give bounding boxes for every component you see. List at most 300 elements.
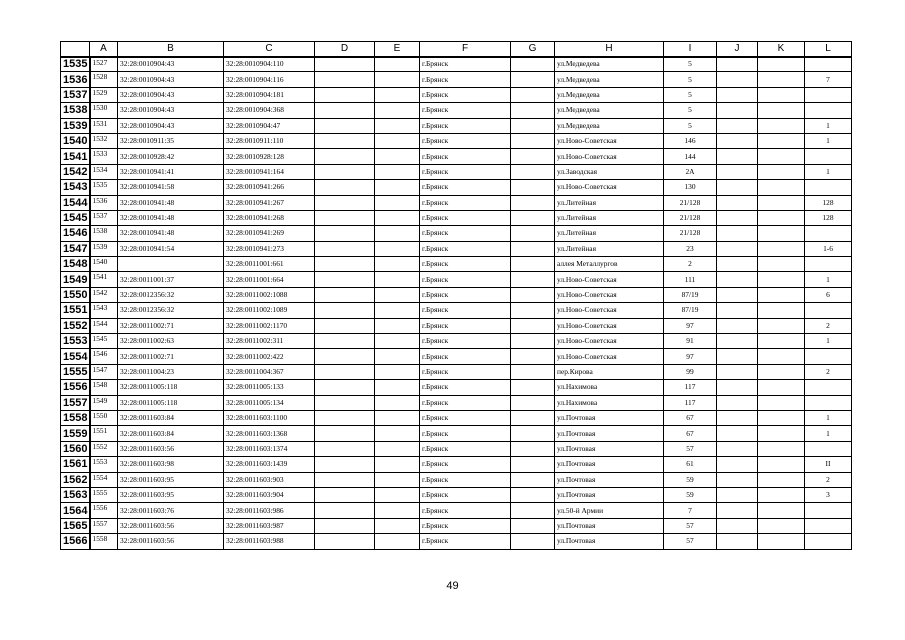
cell-l[interactable] <box>805 303 852 318</box>
row-number[interactable]: 1545 <box>61 210 90 225</box>
cell-i[interactable]: 59 <box>664 487 717 502</box>
cell-h[interactable]: ул.Почтовая <box>555 518 664 533</box>
cell-c[interactable]: 32:28:0011603:1439 <box>224 457 315 472</box>
cell-c[interactable]: 32:28:0011002:1089 <box>224 303 315 318</box>
cell-i[interactable]: 21/128 <box>664 226 717 241</box>
cell-h[interactable]: ул.Почтовая <box>555 472 664 487</box>
cell-e[interactable] <box>375 118 420 133</box>
cell-d[interactable] <box>315 241 375 256</box>
cell-f[interactable]: г.Брянск <box>420 410 511 425</box>
cell-c[interactable]: 32:28:0010941:273 <box>224 241 315 256</box>
cell-l[interactable]: 128 <box>805 195 852 210</box>
row-number[interactable]: 1553 <box>61 334 90 349</box>
cell-d[interactable] <box>315 334 375 349</box>
cell-a[interactable]: 1532 <box>90 133 118 148</box>
cell-h[interactable]: ул.Медведева <box>555 72 664 87</box>
cell-h[interactable]: ул.Литейная <box>555 195 664 210</box>
cell-i[interactable]: 67 <box>664 426 717 441</box>
cell-a[interactable]: 1533 <box>90 149 118 164</box>
cell-e[interactable] <box>375 103 420 118</box>
cell-b[interactable]: 32:28:0011603:56 <box>118 518 224 533</box>
cell-a[interactable]: 1554 <box>90 472 118 487</box>
cell-g[interactable] <box>511 272 555 287</box>
cell-h[interactable]: ул.Почтовая <box>555 410 664 425</box>
cell-k[interactable] <box>758 164 805 179</box>
cell-f[interactable]: г.Брянск <box>420 257 511 272</box>
cell-h[interactable]: ул.Ново-Советская <box>555 303 664 318</box>
cell-d[interactable] <box>315 318 375 333</box>
cell-c[interactable]: 32:28:0011603:903 <box>224 472 315 487</box>
cell-d[interactable] <box>315 457 375 472</box>
cell-d[interactable] <box>315 149 375 164</box>
cell-j[interactable] <box>717 518 758 533</box>
cell-e[interactable] <box>375 457 420 472</box>
cell-h[interactable]: пер.Кирова <box>555 364 664 379</box>
cell-a[interactable]: 1541 <box>90 272 118 287</box>
cell-i[interactable]: 117 <box>664 395 717 410</box>
cell-l[interactable] <box>805 103 852 118</box>
cell-a[interactable]: 1558 <box>90 534 118 549</box>
cell-e[interactable] <box>375 380 420 395</box>
column-header-b[interactable]: B <box>118 42 224 57</box>
cell-f[interactable]: г.Брянск <box>420 118 511 133</box>
cell-k[interactable] <box>758 426 805 441</box>
cell-l[interactable]: 1 <box>805 334 852 349</box>
cell-l[interactable] <box>805 349 852 364</box>
cell-i[interactable]: 23 <box>664 241 717 256</box>
cell-j[interactable] <box>717 87 758 102</box>
cell-a[interactable]: 1540 <box>90 257 118 272</box>
cell-l[interactable] <box>805 380 852 395</box>
cell-g[interactable] <box>511 195 555 210</box>
cell-a[interactable]: 1557 <box>90 518 118 533</box>
cell-c[interactable]: 32:28:0011603:986 <box>224 503 315 518</box>
cell-a[interactable]: 1551 <box>90 426 118 441</box>
cell-f[interactable]: г.Брянск <box>420 303 511 318</box>
cell-k[interactable] <box>758 334 805 349</box>
cell-g[interactable] <box>511 503 555 518</box>
cell-l[interactable]: 2 <box>805 318 852 333</box>
cell-h[interactable]: ул.Ново-Советская <box>555 334 664 349</box>
row-number[interactable]: 1562 <box>61 472 90 487</box>
cell-e[interactable] <box>375 441 420 456</box>
cell-d[interactable] <box>315 164 375 179</box>
cell-j[interactable] <box>717 57 758 72</box>
cell-k[interactable] <box>758 441 805 456</box>
cell-a[interactable]: 1545 <box>90 334 118 349</box>
cell-g[interactable] <box>511 87 555 102</box>
cell-k[interactable] <box>758 149 805 164</box>
cell-e[interactable] <box>375 57 420 72</box>
cell-k[interactable] <box>758 103 805 118</box>
cell-a[interactable]: 1555 <box>90 487 118 502</box>
cell-f[interactable]: г.Брянск <box>420 149 511 164</box>
cell-c[interactable]: 32:28:0011005:133 <box>224 380 315 395</box>
cell-k[interactable] <box>758 257 805 272</box>
cell-b[interactable]: 32:28:0011603:76 <box>118 503 224 518</box>
column-header-l[interactable]: L <box>805 42 852 57</box>
cell-j[interactable] <box>717 303 758 318</box>
cell-a[interactable]: 1539 <box>90 241 118 256</box>
cell-d[interactable] <box>315 503 375 518</box>
cell-a[interactable]: 1548 <box>90 380 118 395</box>
cell-c[interactable]: 32:28:0010941:266 <box>224 180 315 195</box>
cell-j[interactable] <box>717 503 758 518</box>
cell-g[interactable] <box>511 410 555 425</box>
cell-f[interactable]: г.Брянск <box>420 87 511 102</box>
column-header-g[interactable]: G <box>511 42 555 57</box>
cell-g[interactable] <box>511 103 555 118</box>
row-number[interactable]: 1549 <box>61 272 90 287</box>
cell-c[interactable]: 32:28:0011001:664 <box>224 272 315 287</box>
cell-g[interactable] <box>511 257 555 272</box>
cell-h[interactable]: ул.Литейная <box>555 210 664 225</box>
cell-i[interactable]: 59 <box>664 472 717 487</box>
cell-e[interactable] <box>375 303 420 318</box>
cell-a[interactable]: 1536 <box>90 195 118 210</box>
cell-j[interactable] <box>717 257 758 272</box>
cell-j[interactable] <box>717 180 758 195</box>
cell-i[interactable]: 5 <box>664 72 717 87</box>
cell-g[interactable] <box>511 303 555 318</box>
cell-b[interactable] <box>118 257 224 272</box>
cell-j[interactable] <box>717 334 758 349</box>
cell-c[interactable]: 32:28:0010904:110 <box>224 57 315 72</box>
cell-k[interactable] <box>758 210 805 225</box>
cell-e[interactable] <box>375 195 420 210</box>
row-number[interactable]: 1556 <box>61 380 90 395</box>
cell-e[interactable] <box>375 72 420 87</box>
cell-b[interactable]: 32:28:0011002:71 <box>118 349 224 364</box>
cell-i[interactable]: 111 <box>664 272 717 287</box>
cell-a[interactable]: 1542 <box>90 287 118 302</box>
cell-h[interactable]: ул.Ново-Советская <box>555 287 664 302</box>
cell-d[interactable] <box>315 118 375 133</box>
cell-h[interactable]: ул.Ново-Советская <box>555 318 664 333</box>
cell-e[interactable] <box>375 364 420 379</box>
cell-g[interactable] <box>511 133 555 148</box>
cell-c[interactable]: 32:28:0010941:268 <box>224 210 315 225</box>
cell-g[interactable] <box>511 180 555 195</box>
cell-h[interactable]: аллея Металлургов <box>555 257 664 272</box>
cell-b[interactable]: 32:28:0011603:56 <box>118 534 224 549</box>
row-number[interactable]: 1561 <box>61 457 90 472</box>
cell-b[interactable]: 32:28:0010928:42 <box>118 149 224 164</box>
cell-a[interactable]: 1550 <box>90 410 118 425</box>
cell-h[interactable]: ул.Заводская <box>555 164 664 179</box>
cell-j[interactable] <box>717 410 758 425</box>
cell-h[interactable]: ул.Медведева <box>555 87 664 102</box>
cell-b[interactable]: 32:28:0011603:95 <box>118 487 224 502</box>
cell-h[interactable]: ул.Литейная <box>555 241 664 256</box>
cell-b[interactable]: 32:28:0012356:32 <box>118 303 224 318</box>
cell-k[interactable] <box>758 349 805 364</box>
cell-j[interactable] <box>717 349 758 364</box>
cell-b[interactable]: 32:28:0010904:43 <box>118 72 224 87</box>
column-header-j[interactable]: J <box>717 42 758 57</box>
cell-d[interactable] <box>315 303 375 318</box>
cell-f[interactable]: г.Брянск <box>420 349 511 364</box>
cell-b[interactable]: 32:28:0010904:43 <box>118 118 224 133</box>
cell-e[interactable] <box>375 503 420 518</box>
cell-l[interactable]: 1 <box>805 272 852 287</box>
cell-g[interactable] <box>511 72 555 87</box>
cell-b[interactable]: 32:28:0011002:71 <box>118 318 224 333</box>
cell-c[interactable]: 32:28:0010911:110 <box>224 133 315 148</box>
cell-i[interactable]: 97 <box>664 318 717 333</box>
column-header-d[interactable]: D <box>315 42 375 57</box>
cell-f[interactable]: г.Брянск <box>420 334 511 349</box>
cell-f[interactable]: г.Брянск <box>420 180 511 195</box>
cell-g[interactable] <box>511 380 555 395</box>
cell-g[interactable] <box>511 149 555 164</box>
cell-l[interactable] <box>805 395 852 410</box>
cell-e[interactable] <box>375 133 420 148</box>
cell-d[interactable] <box>315 72 375 87</box>
cell-e[interactable] <box>375 426 420 441</box>
row-number[interactable]: 1550 <box>61 287 90 302</box>
cell-h[interactable]: ул.Почтовая <box>555 534 664 549</box>
cell-l[interactable]: 128 <box>805 210 852 225</box>
cell-j[interactable] <box>717 441 758 456</box>
cell-h[interactable]: ул.50-й Армии <box>555 503 664 518</box>
cell-c[interactable]: 32:28:0010941:164 <box>224 164 315 179</box>
row-number[interactable]: 1559 <box>61 426 90 441</box>
cell-k[interactable] <box>758 57 805 72</box>
cell-c[interactable]: 32:28:0011603:1100 <box>224 410 315 425</box>
cell-l[interactable] <box>805 57 852 72</box>
cell-g[interactable] <box>511 334 555 349</box>
row-number[interactable]: 1548 <box>61 257 90 272</box>
cell-a[interactable]: 1527 <box>90 57 118 72</box>
cell-h[interactable]: ул.Нахимова <box>555 380 664 395</box>
row-number[interactable]: 1537 <box>61 87 90 102</box>
row-number[interactable]: 1538 <box>61 103 90 118</box>
cell-j[interactable] <box>717 272 758 287</box>
cell-l[interactable]: 1 <box>805 133 852 148</box>
cell-k[interactable] <box>758 380 805 395</box>
cell-h[interactable]: ул.Почтовая <box>555 441 664 456</box>
cell-h[interactable]: ул.Медведева <box>555 57 664 72</box>
cell-e[interactable] <box>375 241 420 256</box>
cell-k[interactable] <box>758 180 805 195</box>
cell-k[interactable] <box>758 364 805 379</box>
cell-k[interactable] <box>758 518 805 533</box>
cell-a[interactable]: 1556 <box>90 503 118 518</box>
cell-d[interactable] <box>315 441 375 456</box>
cell-i[interactable]: 21/128 <box>664 195 717 210</box>
cell-j[interactable] <box>717 72 758 87</box>
cell-c[interactable]: 32:28:0010904:181 <box>224 87 315 102</box>
row-number[interactable]: 1541 <box>61 149 90 164</box>
cell-j[interactable] <box>717 287 758 302</box>
cell-b[interactable]: 32:28:0011004:23 <box>118 364 224 379</box>
cell-i[interactable]: 2А <box>664 164 717 179</box>
row-number[interactable]: 1558 <box>61 410 90 425</box>
cell-d[interactable] <box>315 257 375 272</box>
cell-h[interactable]: ул.Медведева <box>555 118 664 133</box>
cell-g[interactable] <box>511 472 555 487</box>
cell-l[interactable]: 1 <box>805 164 852 179</box>
row-number[interactable]: 1555 <box>61 364 90 379</box>
cell-j[interactable] <box>717 487 758 502</box>
cell-c[interactable]: 32:28:0010904:47 <box>224 118 315 133</box>
cell-e[interactable] <box>375 257 420 272</box>
cell-d[interactable] <box>315 133 375 148</box>
cell-d[interactable] <box>315 210 375 225</box>
cell-g[interactable] <box>511 395 555 410</box>
cell-l[interactable] <box>805 518 852 533</box>
cell-g[interactable] <box>511 441 555 456</box>
column-header-h[interactable]: H <box>555 42 664 57</box>
cell-i[interactable]: 5 <box>664 103 717 118</box>
cell-k[interactable] <box>758 87 805 102</box>
cell-g[interactable] <box>511 118 555 133</box>
cell-d[interactable] <box>315 426 375 441</box>
cell-f[interactable]: г.Брянск <box>420 272 511 287</box>
cell-a[interactable]: 1537 <box>90 210 118 225</box>
cell-k[interactable] <box>758 226 805 241</box>
cell-f[interactable]: г.Брянск <box>420 395 511 410</box>
column-header-a[interactable]: A <box>90 42 118 57</box>
cell-c[interactable]: 32:28:0011005:134 <box>224 395 315 410</box>
cell-j[interactable] <box>717 318 758 333</box>
cell-l[interactable]: II <box>805 457 852 472</box>
cell-b[interactable]: 32:28:0011001:37 <box>118 272 224 287</box>
cell-c[interactable]: 32:28:0011002:1170 <box>224 318 315 333</box>
cell-l[interactable]: 3 <box>805 487 852 502</box>
cell-k[interactable] <box>758 287 805 302</box>
cell-d[interactable] <box>315 380 375 395</box>
cell-b[interactable]: 32:28:0010904:43 <box>118 57 224 72</box>
cell-l[interactable]: 1 <box>805 410 852 425</box>
cell-j[interactable] <box>717 118 758 133</box>
cell-g[interactable] <box>511 518 555 533</box>
cell-k[interactable] <box>758 272 805 287</box>
cell-k[interactable] <box>758 195 805 210</box>
cell-f[interactable]: г.Брянск <box>420 318 511 333</box>
cell-k[interactable] <box>758 472 805 487</box>
row-number[interactable]: 1544 <box>61 195 90 210</box>
cell-j[interactable] <box>717 395 758 410</box>
cell-l[interactable]: 2 <box>805 364 852 379</box>
cell-j[interactable] <box>717 133 758 148</box>
row-number[interactable]: 1560 <box>61 441 90 456</box>
cell-j[interactable] <box>717 103 758 118</box>
cell-k[interactable] <box>758 133 805 148</box>
cell-k[interactable] <box>758 318 805 333</box>
cell-e[interactable] <box>375 149 420 164</box>
cell-f[interactable]: г.Брянск <box>420 503 511 518</box>
cell-f[interactable]: г.Брянск <box>420 195 511 210</box>
cell-f[interactable]: г.Брянск <box>420 72 511 87</box>
cell-b[interactable]: 32:28:0010911:35 <box>118 133 224 148</box>
row-number[interactable]: 1546 <box>61 226 90 241</box>
cell-d[interactable] <box>315 180 375 195</box>
cell-b[interactable]: 32:28:0011002:63 <box>118 334 224 349</box>
cell-h[interactable]: ул.Нахимова <box>555 395 664 410</box>
cell-j[interactable] <box>717 195 758 210</box>
cell-d[interactable] <box>315 534 375 549</box>
cell-l[interactable]: 1 <box>805 118 852 133</box>
cell-g[interactable] <box>511 426 555 441</box>
cell-d[interactable] <box>315 226 375 241</box>
cell-d[interactable] <box>315 395 375 410</box>
cell-l[interactable] <box>805 503 852 518</box>
row-number[interactable]: 1557 <box>61 395 90 410</box>
cell-b[interactable]: 32:28:0010941:48 <box>118 210 224 225</box>
row-number[interactable]: 1564 <box>61 503 90 518</box>
cell-j[interactable] <box>717 226 758 241</box>
cell-f[interactable]: г.Брянск <box>420 472 511 487</box>
cell-i[interactable]: 97 <box>664 349 717 364</box>
cell-f[interactable]: г.Брянск <box>420 441 511 456</box>
cell-a[interactable]: 1528 <box>90 72 118 87</box>
cell-j[interactable] <box>717 241 758 256</box>
cell-b[interactable]: 32:28:0010941:48 <box>118 226 224 241</box>
cell-h[interactable]: ул.Ново-Советская <box>555 133 664 148</box>
cell-h[interactable]: ул.Медведева <box>555 103 664 118</box>
cell-c[interactable]: 32:28:0011603:988 <box>224 534 315 549</box>
cell-i[interactable]: 21/128 <box>664 210 717 225</box>
cell-i[interactable]: 7 <box>664 503 717 518</box>
cell-b[interactable]: 32:28:0010941:48 <box>118 195 224 210</box>
cell-e[interactable] <box>375 472 420 487</box>
cell-j[interactable] <box>717 149 758 164</box>
cell-f[interactable]: г.Брянск <box>420 426 511 441</box>
cell-i[interactable]: 99 <box>664 364 717 379</box>
row-number[interactable]: 1552 <box>61 318 90 333</box>
cell-g[interactable] <box>511 318 555 333</box>
cell-d[interactable] <box>315 57 375 72</box>
cell-i[interactable]: 61 <box>664 457 717 472</box>
cell-a[interactable]: 1549 <box>90 395 118 410</box>
cell-g[interactable] <box>511 164 555 179</box>
cell-f[interactable]: г.Брянск <box>420 287 511 302</box>
cell-k[interactable] <box>758 503 805 518</box>
cell-f[interactable]: г.Брянск <box>420 241 511 256</box>
cell-i[interactable]: 57 <box>664 534 717 549</box>
cell-g[interactable] <box>511 364 555 379</box>
cell-k[interactable] <box>758 303 805 318</box>
cell-g[interactable] <box>511 349 555 364</box>
column-header-c[interactable]: C <box>224 42 315 57</box>
cell-a[interactable]: 1553 <box>90 457 118 472</box>
cell-l[interactable]: 1 <box>805 426 852 441</box>
cell-e[interactable] <box>375 349 420 364</box>
cell-d[interactable] <box>315 349 375 364</box>
cell-i[interactable]: 91 <box>664 334 717 349</box>
column-header-f[interactable]: F <box>420 42 511 57</box>
row-number[interactable]: 1565 <box>61 518 90 533</box>
cell-f[interactable]: г.Брянск <box>420 210 511 225</box>
cell-i[interactable]: 5 <box>664 57 717 72</box>
cell-d[interactable] <box>315 103 375 118</box>
cell-j[interactable] <box>717 364 758 379</box>
cell-f[interactable]: г.Брянск <box>420 487 511 502</box>
column-header-k[interactable]: K <box>758 42 805 57</box>
cell-h[interactable]: ул.Литейная <box>555 226 664 241</box>
cell-k[interactable] <box>758 395 805 410</box>
cell-e[interactable] <box>375 334 420 349</box>
cell-l[interactable] <box>805 87 852 102</box>
cell-d[interactable] <box>315 410 375 425</box>
cell-i[interactable]: 67 <box>664 410 717 425</box>
cell-k[interactable] <box>758 487 805 502</box>
row-number[interactable]: 1535 <box>61 57 90 72</box>
cell-f[interactable]: г.Брянск <box>420 164 511 179</box>
cell-j[interactable] <box>717 164 758 179</box>
